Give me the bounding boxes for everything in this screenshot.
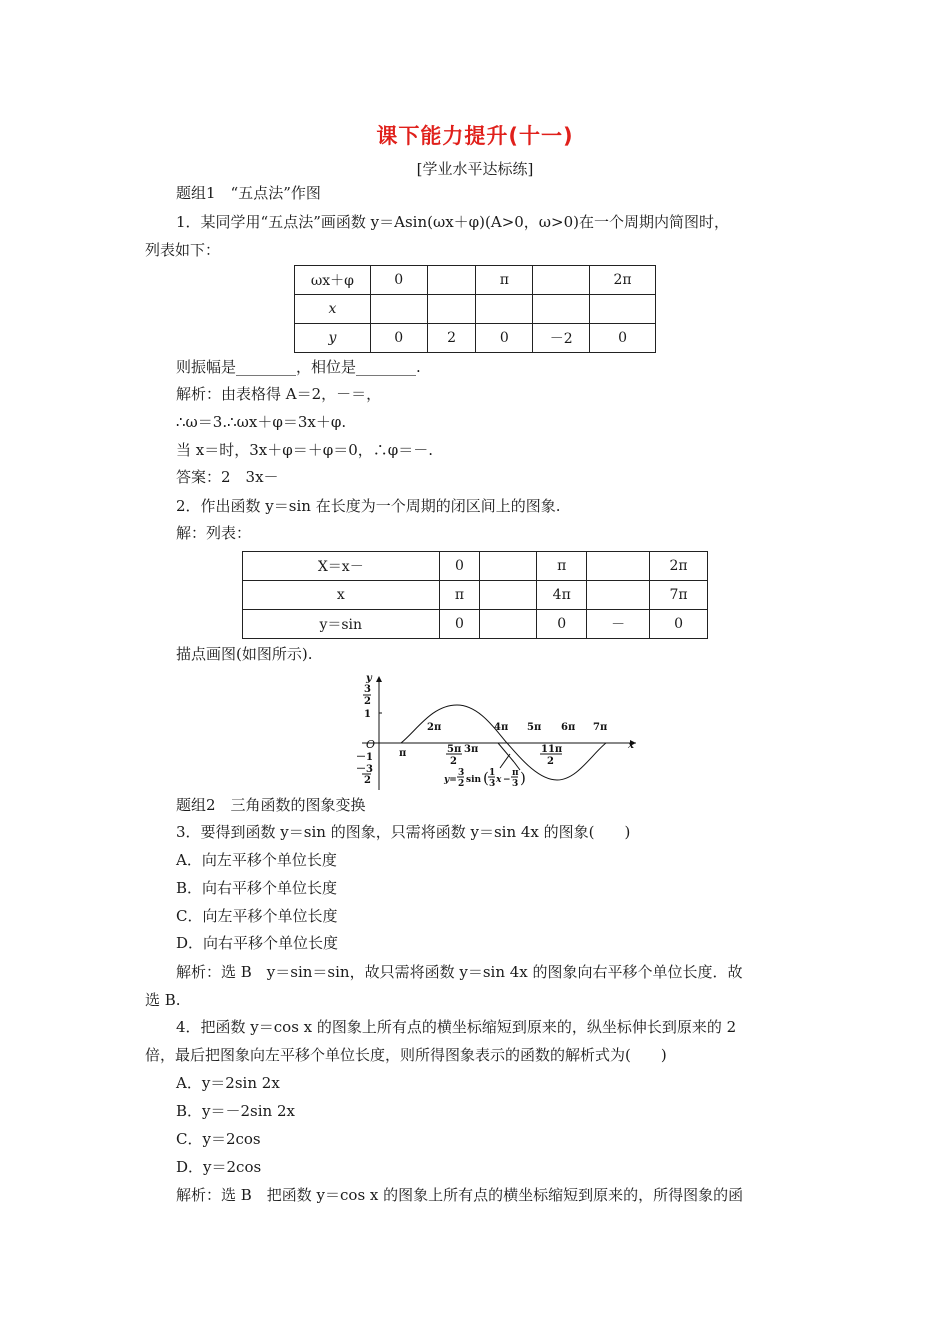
- table-cell: [480, 610, 537, 639]
- table-row: [295, 324, 656, 353]
- table2: [242, 551, 708, 639]
- y-label-3: 3: [364, 684, 371, 695]
- y-label-neg3: －3: [356, 764, 373, 775]
- table-cell: [533, 266, 590, 295]
- q1-text-cont: 列表如下：: [145, 241, 221, 259]
- table-row: [295, 266, 656, 295]
- y-label-2: 2: [364, 696, 371, 707]
- group1-heading: 题组1 “五点法”作图: [176, 184, 321, 202]
- svg-text:−: −: [503, 775, 511, 785]
- page-subtitle: [学业水平达标练]: [416, 160, 534, 178]
- curve-leader-line: [500, 754, 510, 768]
- table-cell: 4π: [537, 581, 587, 610]
- x-axis-label: x: [628, 740, 634, 751]
- table-row: [243, 552, 708, 581]
- y-axis-label: y: [366, 673, 372, 684]
- table-cell: π: [439, 581, 480, 610]
- origin-label: O: [366, 738, 376, 751]
- q3-option-b: B．向右平移个单位长度: [176, 879, 338, 897]
- q1-solution-3: 当 x＝时，3x＋φ＝＋φ＝0，∴φ＝－.: [176, 441, 434, 459]
- q4-text: 4．把函数 y＝cos x 的图象上所有点的横坐标缩短到原来的，纵坐标伸长到原来的 2: [176, 1018, 737, 1036]
- table-cell: 2π: [590, 266, 656, 295]
- table-cell: x: [295, 295, 371, 324]
- table-cell: [533, 295, 590, 324]
- group2-heading: 题组2 三角函数的图象变换: [176, 796, 366, 814]
- table-cell: 0: [439, 610, 480, 639]
- svg-text:3: 3: [489, 779, 496, 789]
- x-tick-11pi-over-2-den: 2: [547, 756, 554, 767]
- x-tick-5pi: 5π: [527, 722, 542, 733]
- svg-text:2: 2: [458, 779, 465, 789]
- q1-solution-2: ∴ω＝3.∴ωx＋φ＝3x＋φ.: [176, 413, 347, 431]
- table-cell: 0: [370, 266, 427, 295]
- q3-solution-2: 选 B.: [145, 991, 181, 1009]
- table-cell: 7π: [650, 581, 708, 610]
- curve-label-formula: [443, 768, 526, 789]
- sine-graph: [352, 672, 642, 794]
- x-tick-pi: π: [399, 748, 407, 759]
- table1: [294, 265, 656, 353]
- svg-text:3: 3: [458, 768, 465, 778]
- table-cell: －2: [533, 324, 590, 353]
- table-cell: [370, 295, 427, 324]
- svg-text:): ): [520, 769, 526, 787]
- q4-option-a: A．y＝2sin 2x: [176, 1074, 280, 1092]
- table-cell: [590, 295, 656, 324]
- table-cell: y: [295, 324, 371, 353]
- q3-text: 3．要得到函数 y＝sin 的图象，只需将函数 y＝sin 4x 的图象( ): [176, 823, 631, 841]
- svg-text:1: 1: [489, 768, 496, 778]
- svg-text:π: π: [512, 768, 519, 778]
- table-cell: 2π: [650, 552, 708, 581]
- svg-text:sin: sin: [466, 775, 482, 785]
- table-cell: X＝x－: [243, 552, 440, 581]
- table-cell: π: [476, 266, 533, 295]
- q2-draw-text: 描点画图(如图所示).: [176, 645, 313, 663]
- y-axis-arrow-icon: [376, 676, 382, 682]
- q3-option-d: D．向右平移个单位长度: [176, 934, 339, 952]
- table-cell: [480, 552, 537, 581]
- q1-text: 1．某同学用“五点法”画函数 y＝Asin(ωx＋φ)(A>0，ω>0)在一个周期内简图时，: [176, 213, 730, 231]
- table-cell: [480, 581, 537, 610]
- table-cell: 0: [537, 610, 587, 639]
- table-cell: [476, 295, 533, 324]
- q4-option-d: D．y＝2cos: [176, 1158, 262, 1176]
- page-title: 课下能力提升(十一): [376, 124, 574, 148]
- q4-option-c: C．y＝2cos: [176, 1130, 261, 1148]
- table-cell: x: [243, 581, 440, 610]
- q1-blank: 则振幅是________，相位是________.: [176, 358, 421, 376]
- x-tick-2pi: 2π: [427, 722, 442, 733]
- svg-text:x: x: [496, 775, 502, 785]
- table-cell: 2: [427, 324, 476, 353]
- q2-solution: 解：列表：: [176, 524, 252, 542]
- x-tick-3pi: 3π: [464, 744, 479, 755]
- x-tick-5pi-over-2-num: 5π: [447, 744, 462, 755]
- table-cell: [427, 266, 476, 295]
- y-label-neg1: －1: [356, 752, 373, 763]
- table-cell: [587, 581, 650, 610]
- table-cell: y＝sin: [243, 610, 440, 639]
- q1-answer: 答案：2 3x－: [176, 468, 279, 486]
- x-tick-5pi-over-2-den: 2: [450, 756, 457, 767]
- svg-text:(: (: [483, 769, 489, 787]
- table-cell: 0: [590, 324, 656, 353]
- svg-text:3: 3: [512, 779, 519, 789]
- q4-text-cont: 倍，最后把图象向左平移个单位长度，则所得图象表示的函数的解析式为( ): [145, 1046, 667, 1064]
- table-row: [243, 610, 708, 639]
- y-label-neg-denominator: 2: [364, 775, 371, 786]
- q3-option-a: A．向左平移个单位长度: [176, 851, 337, 869]
- x-tick-4pi: 4π: [494, 722, 509, 733]
- table-row: [243, 581, 708, 610]
- table-cell: π: [537, 552, 587, 581]
- y-label-1: 1: [364, 709, 371, 720]
- x-tick-6pi: 6π: [561, 722, 576, 733]
- q3-solution-1: 解析：选 B y＝sin＝sin，故只需将函数 y＝sin 4x 的图象向右平移个单位长度．故: [176, 963, 743, 981]
- q2-text: 2．作出函数 y＝sin 在长度为一个周期的闭区间上的图象.: [176, 497, 561, 515]
- table-cell: －: [587, 610, 650, 639]
- table-cell: ωx＋φ: [295, 266, 371, 295]
- table-row: [295, 295, 656, 324]
- q4-option-b: B．y＝－2sin 2x: [176, 1102, 295, 1120]
- x-tick-7pi: 7π: [593, 722, 608, 733]
- q3-option-c: C．向左平移个单位长度: [176, 907, 338, 925]
- table-cell: [427, 295, 476, 324]
- x-tick-11pi-over-2-num: 11π: [541, 744, 563, 755]
- table-cell: 0: [650, 610, 708, 639]
- table-cell: [587, 552, 650, 581]
- q1-solution-1: 解析：由表格得 A＝2，－＝，: [176, 385, 382, 403]
- table-cell: 0: [439, 552, 480, 581]
- table-cell: 0: [370, 324, 427, 353]
- q4-solution: 解析：选 B 把函数 y＝cos x 的图象上所有点的横坐标缩短到原来的，所得图象的函: [176, 1186, 744, 1204]
- svg-text:y=: y=: [444, 775, 457, 785]
- table-cell: 0: [476, 324, 533, 353]
